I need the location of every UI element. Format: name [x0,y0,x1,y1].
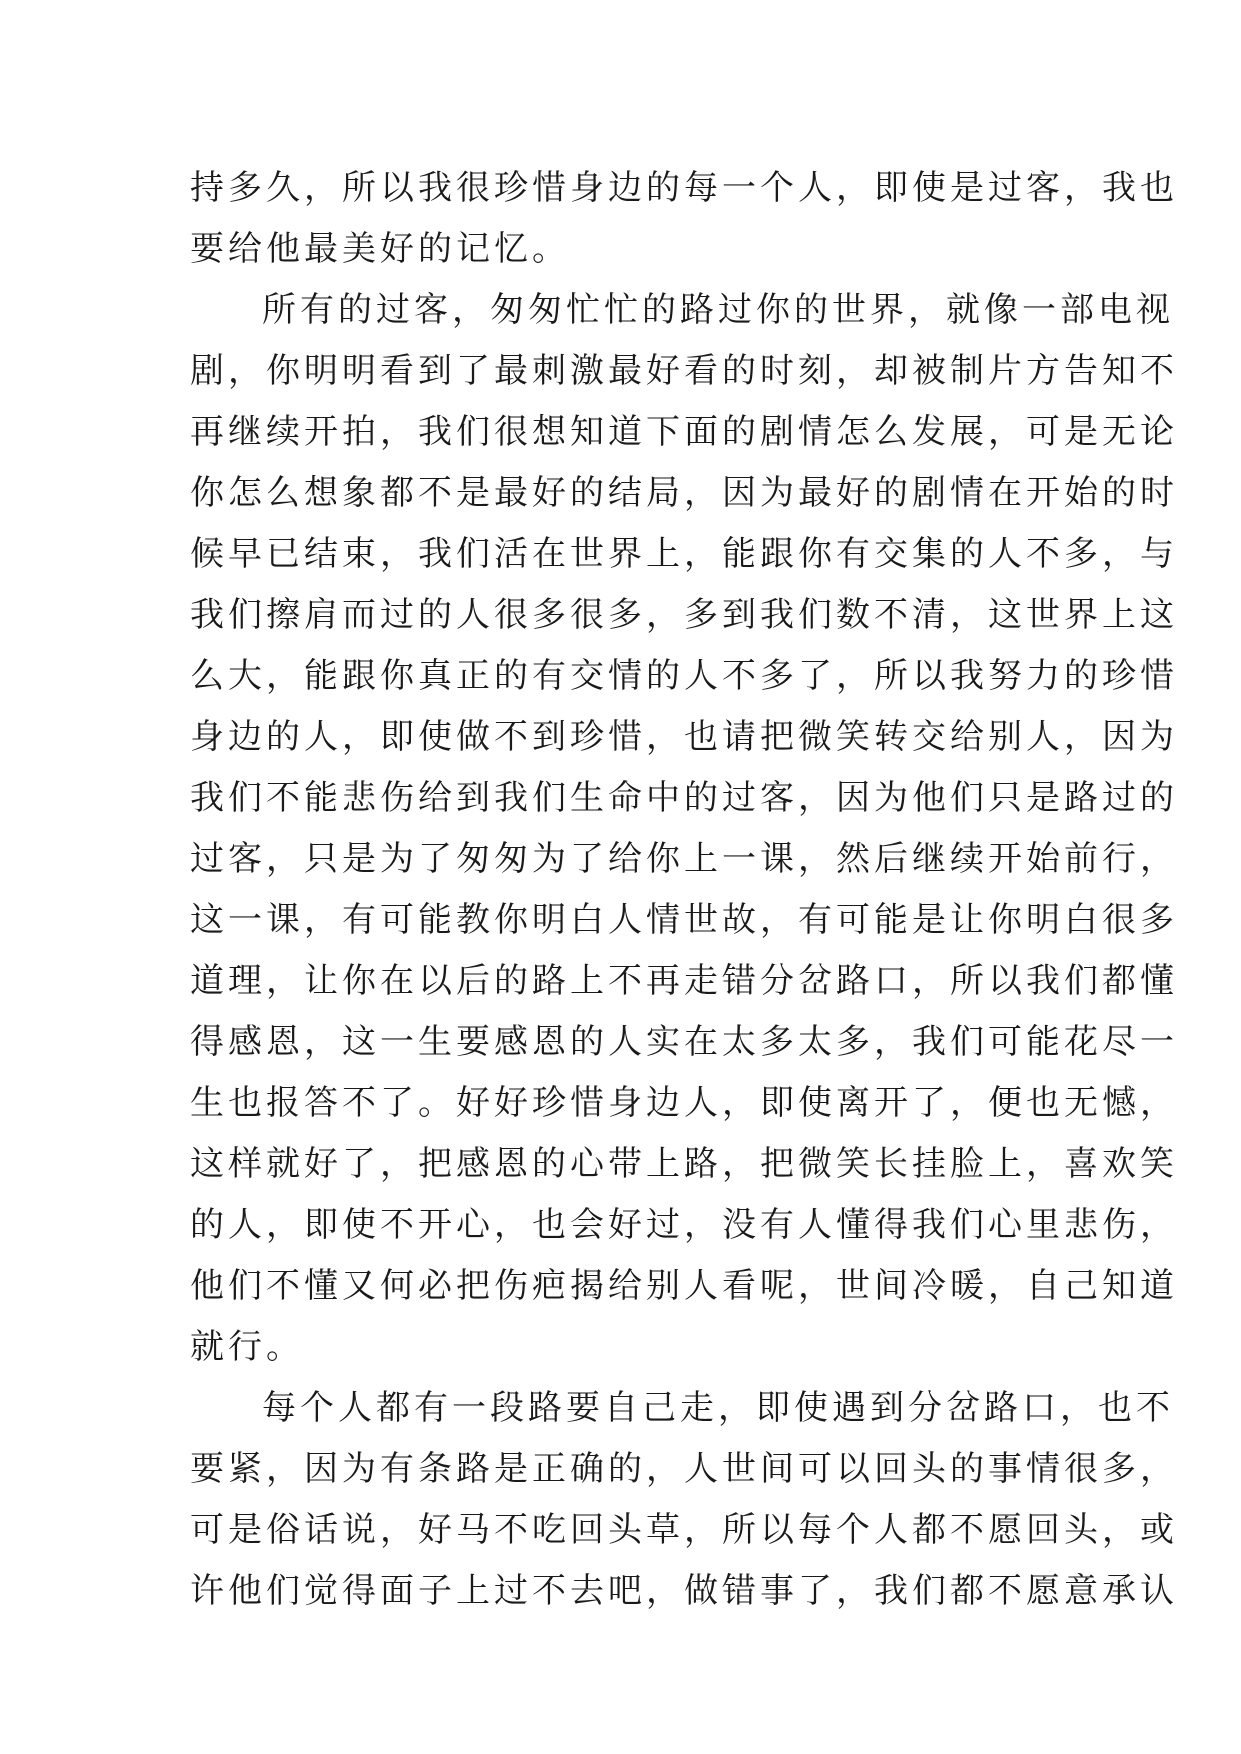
text-line: 么大，能跟你真正的有交情的人不多了，所以我努力的珍惜 [190,656,1178,696]
text-line: 我们不能悲伤给到我们生命中的过客，因为他们只是路过的 [190,778,1178,818]
text-line: 剧，你明明看到了最刺激最好看的时刻，却被制片方告知不 [190,351,1178,391]
text-line: 得感恩，这一生要感恩的人实在太多太多，我们可能花尽一 [190,1022,1178,1062]
text-line: 所有的过客，匆匆忙忙的路过你的世界，就像一部电视 [262,290,1174,330]
text-line: 生也报答不了。好好珍惜身边人，即使离开了，便也无憾， [190,1083,1178,1123]
text-line: 要给他最美好的记忆。 [190,229,570,269]
text-line: 候早已结束，我们活在世界上，能跟你有交集的人不多，与 [190,534,1178,574]
body-text [190,158,1178,1622]
text-line: 他们不懂又何必把伤疤揭给别人看呢，世间冷暖，自己知道 [190,1266,1178,1306]
text-line: 许他们觉得面子上过不去吧，做错事了，我们都不愿意承认 [190,1571,1178,1611]
text-line: 过客，只是为了匆匆为了给你上一课，然后继续开始前行， [190,839,1178,879]
text-line: 你怎么想象都不是最好的结局，因为最好的剧情在开始的时 [190,473,1178,513]
text-line: 要紧，因为有条路是正确的，人世间可以回头的事情很多， [190,1449,1178,1489]
text-line: 持多久，所以我很珍惜身边的每一个人，即使是过客，我也 [190,168,1178,208]
text-line: 每个人都有一段路要自己走，即使遇到分岔路口，也不 [262,1388,1174,1428]
text-line: 身边的人，即使做不到珍惜，也请把微笑转交给别人，因为 [190,717,1178,757]
text-line: 我们擦肩而过的人很多很多，多到我们数不清，这世界上这 [190,595,1178,635]
text-line: 可是俗话说，好马不吃回头草，所以每个人都不愿回头，或 [190,1510,1178,1550]
text-line: 就行。 [190,1327,304,1367]
text-line: 再继续开拍，我们很想知道下面的剧情怎么发展，可是无论 [190,412,1178,452]
text-line: 道理，让你在以后的路上不再走错分岔路口，所以我们都懂 [190,961,1178,1001]
text-line: 这一课，有可能教你明白人情世故，有可能是让你明白很多 [190,900,1178,940]
text-line: 这样就好了，把感恩的心带上路，把微笑长挂脸上，喜欢笑 [190,1144,1178,1184]
text-line: 的人，即使不开心，也会好过，没有人懂得我们心里悲伤， [190,1205,1178,1245]
